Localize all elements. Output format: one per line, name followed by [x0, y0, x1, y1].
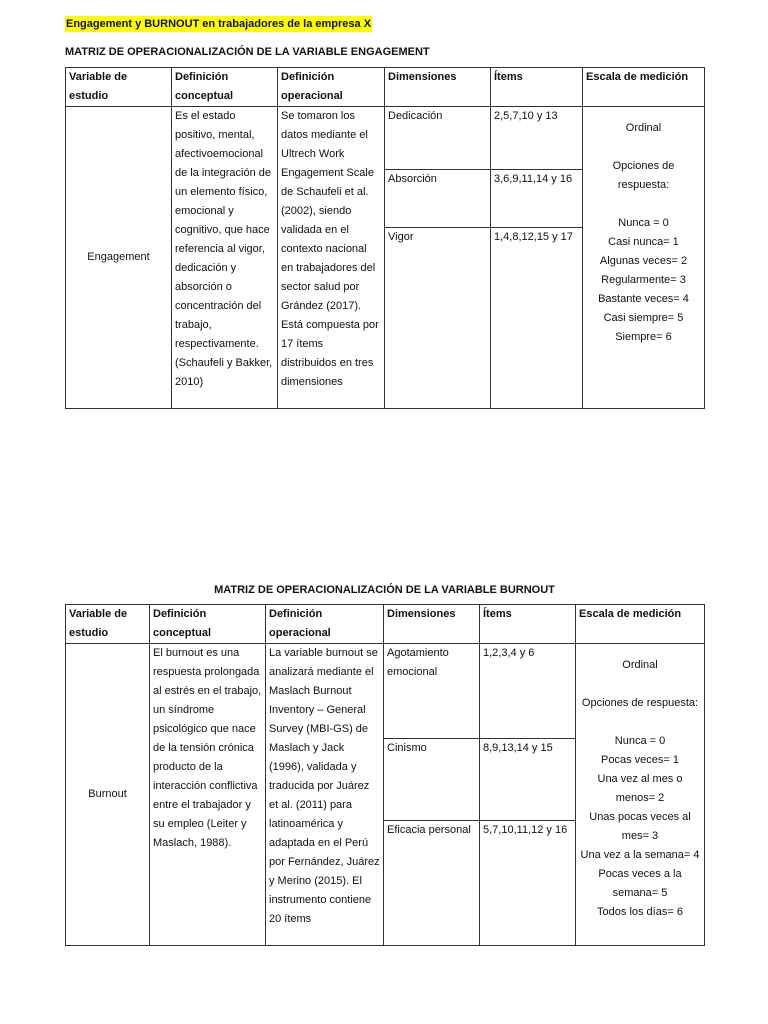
burnout-options-label: Opciones de respuesta:	[581, 697, 699, 709]
header-escala: Escala de medición	[583, 68, 705, 107]
burnout-option: Pocas veces a la semana= 5	[598, 868, 682, 899]
burnout-items-3: 5,7,10,11,12 y 16	[483, 824, 568, 836]
engagement-option: Nunca = 0	[618, 217, 669, 229]
header-items: Ítems	[480, 605, 576, 644]
burnout-scale-type: Ordinal	[622, 659, 658, 671]
engagement-header-row	[66, 68, 705, 107]
engagement-dimension-3: Vigor	[388, 231, 414, 243]
header-variable: Variable de estudio	[66, 68, 172, 107]
engagement-scale	[583, 107, 705, 409]
engagement-items-3: 1,4,8,12,15 y 17	[494, 231, 573, 243]
burnout-option: Una vez a la semana= 4	[580, 849, 700, 861]
burnout-dimension-3: Eficacia personal	[387, 824, 471, 836]
burnout-scale	[576, 644, 705, 946]
document-title: Engagement y BURNOUT en trabajadores de la empresa X	[66, 18, 372, 30]
engagement-operacional: Se tomaron los datos mediante el Ultrech Work Engagement Scale de Schaufeli et al. (2002), siendo validada en el contexto nacional en trabajadores del sector salud por Grández (2017). Está compuesta por 17 ítems distribuidos en tres dimensiones	[278, 107, 385, 409]
engagement-dimension-2: Absorción	[385, 170, 490, 228]
burnout-variable: Burnout	[66, 644, 150, 946]
burnout-items	[480, 644, 576, 946]
engagement-dimensions	[385, 107, 491, 409]
header-variable: Variable de estudio	[66, 605, 150, 644]
header-conceptual: Definición conceptual	[172, 68, 278, 107]
burnout-option: Nunca = 0	[614, 735, 666, 747]
engagement-items	[491, 107, 583, 409]
burnout-operacional: La variable burnout se analizará mediante el Maslach Burnout Inventory – General Survey (MBI-GS) de Maslach y Jack (1996), validada y traducida por Juárez et al. (2011) para latinoamérica y adaptada en el Perú por Fernández, Juárez y Merino (2015). El instrumento contiene 20 ítems	[266, 644, 384, 946]
header-conceptual: Definición conceptual	[150, 605, 266, 644]
engagement-option: Casi siempre= 5	[603, 312, 684, 324]
engagement-items-2: 3,6,9,11,14 y 16	[491, 170, 582, 228]
engagement-option: Siempre= 6	[615, 331, 672, 343]
engagement-options-label: Opciones de respuesta:	[612, 160, 675, 191]
header-escala: Escala de medición	[576, 605, 705, 644]
burnout-matrix-table	[65, 604, 705, 946]
header-items: Ítems	[491, 68, 583, 107]
burnout-matrix-title: MATRIZ DE OPERACIONALIZACIÓN DE LA VARIABLE BURNOUT	[214, 584, 555, 596]
engagement-conceptual: Es el estado positivo, mental, afectivoemocional de la integración de un elemento físico, emocional y cognitivo, que hace referencia al vigor, dedicación y absorción o concentración del trabajo, respectivamente. (Schaufeli y Bakker, 2010)	[172, 107, 278, 409]
burnout-header-row	[66, 605, 705, 644]
burnout-conceptual: El burnout es una respuesta prolongada al estrés en el trabajo, un síndrome psicológico que nace de la tensión crónica producto de la interacción conflictiva entre el trabajador y su empleo (Leiter y Maslach, 1988).	[150, 644, 266, 946]
header-operacional: Definición operacional	[266, 605, 384, 644]
engagement-option: Regularmente= 3	[601, 274, 686, 286]
engagement-scale-type: Ordinal	[625, 122, 662, 134]
burnout-option: Una vez al mes o menos= 2	[597, 773, 683, 804]
header-dimensiones: Dimensiones	[384, 605, 480, 644]
burnout-dimension-1: Agotamiento emocional	[384, 644, 479, 739]
engagement-matrix-table	[65, 67, 705, 409]
burnout-dimension-2: Cinismo	[384, 739, 479, 821]
engagement-option: Algunas veces= 2	[599, 255, 688, 267]
burnout-items-1: 1,2,3,4 y 6	[480, 644, 575, 739]
burnout-option: Todos los días= 6	[597, 906, 683, 918]
burnout-option: Pocas veces= 1	[601, 754, 679, 766]
burnout-option: Unas pocas veces al mes= 3	[589, 811, 691, 842]
engagement-variable: Engagement	[66, 107, 172, 409]
engagement-items-1: 2,5,7,10 y 13	[491, 107, 582, 170]
engagement-option: Casi nunca= 1	[608, 236, 679, 248]
burnout-dimensions	[384, 644, 480, 946]
header-operacional: Definición operacional	[278, 68, 385, 107]
burnout-body-row	[66, 644, 705, 946]
burnout-items-2: 8,9,13,14 y 15	[480, 739, 575, 821]
engagement-body-row	[66, 107, 705, 409]
engagement-matrix-title: MATRIZ DE OPERACIONALIZACIÓN DE LA VARIABLE ENGAGEMENT	[65, 46, 430, 58]
engagement-dimension-1: Dedicación	[385, 107, 490, 170]
engagement-option: Bastante veces= 4	[598, 293, 689, 305]
header-dimensiones: Dimensiones	[385, 68, 491, 107]
